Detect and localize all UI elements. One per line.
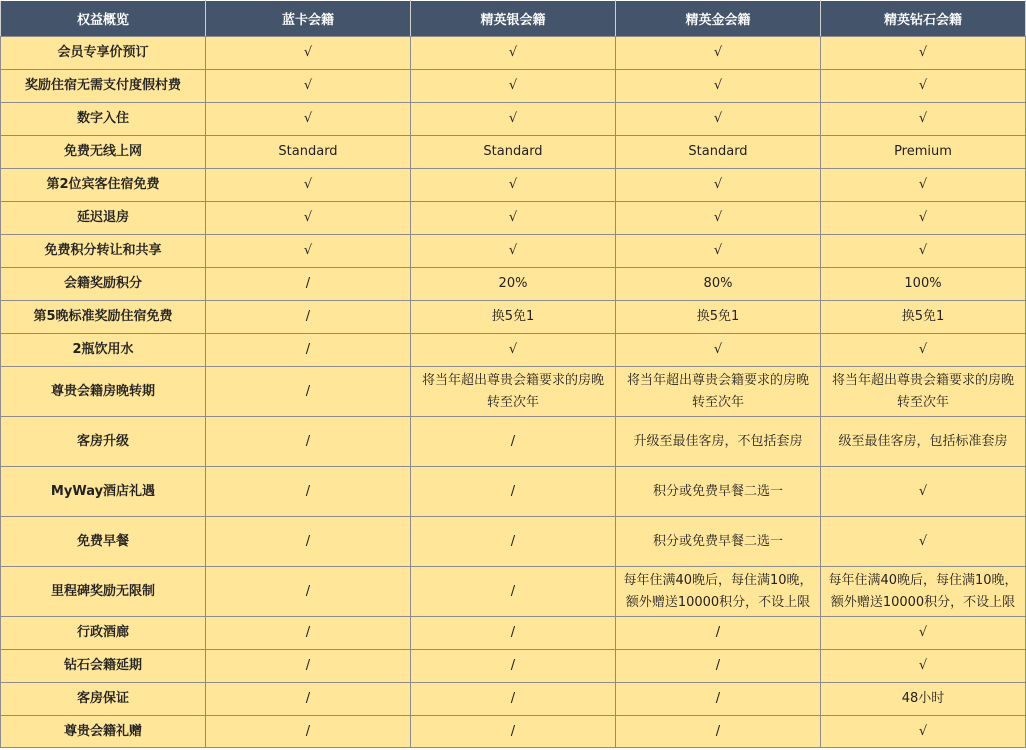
cell-silver: √	[411, 70, 616, 103]
cell-blue: Standard	[206, 136, 411, 169]
cell-diamond: √	[821, 334, 1026, 367]
cell-blue: /	[206, 716, 411, 748]
table-row	[1, 301, 1026, 334]
cell-gold: √	[616, 103, 821, 136]
cell-gold: /	[616, 617, 821, 650]
cell-silver: √	[411, 202, 616, 235]
cell-gold: 80%	[616, 268, 821, 301]
row-label: 第5晚标准奖励住宿免费	[1, 301, 206, 334]
cell-gold: 积分或免费早餐二选一	[616, 517, 821, 567]
table-row	[1, 467, 1026, 517]
cell-blue: /	[206, 367, 411, 417]
header-diamond-tier: 精英钻石会籍	[821, 1, 1026, 37]
cell-diamond: √	[821, 617, 1026, 650]
row-label: 2瓶饮用水	[1, 334, 206, 367]
cell-gold: 换5免1	[616, 301, 821, 334]
cell-diamond: 级至最佳客房，包括标准套房	[821, 417, 1026, 467]
table-row	[1, 169, 1026, 202]
table-row	[1, 202, 1026, 235]
cell-blue: √	[206, 235, 411, 268]
cell-silver: 将当年超出尊贵会籍要求的房晚 转至次年	[411, 367, 616, 417]
cell-silver: /	[411, 617, 616, 650]
cell-silver: 20%	[411, 268, 616, 301]
cell-silver: √	[411, 235, 616, 268]
cell-blue: √	[206, 103, 411, 136]
header-gold-tier: 精英金会籍	[616, 1, 821, 37]
cell-blue: /	[206, 417, 411, 467]
row-label: 会员专享价预订	[1, 37, 206, 70]
table-row	[1, 136, 1026, 169]
cell-silver: 换5免1	[411, 301, 616, 334]
header-row	[1, 1, 1026, 37]
table-row	[1, 417, 1026, 467]
cell-silver: √	[411, 103, 616, 136]
cell-diamond: 将当年超出尊贵会籍要求的房晚 转至次年	[821, 367, 1026, 417]
cell-silver: √	[411, 169, 616, 202]
cell-gold: √	[616, 202, 821, 235]
table-row	[1, 517, 1026, 567]
cell-blue: /	[206, 650, 411, 683]
table-row	[1, 334, 1026, 367]
cell-blue: √	[206, 169, 411, 202]
cell-blue: /	[206, 683, 411, 716]
row-label: 延迟退房	[1, 202, 206, 235]
table-row	[1, 367, 1026, 417]
cell-silver: Standard	[411, 136, 616, 169]
cell-diamond: √	[821, 70, 1026, 103]
cell-diamond: Premium	[821, 136, 1026, 169]
cell-gold: /	[616, 650, 821, 683]
row-label: 客房保证	[1, 683, 206, 716]
table-row	[1, 683, 1026, 716]
cell-diamond: 每年住满40晚后，每住满10晚， 额外赠送10000积分，不设上限	[821, 567, 1026, 617]
cell-diamond: 48小时	[821, 683, 1026, 716]
cell-blue: √	[206, 202, 411, 235]
row-label: 钻石会籍延期	[1, 650, 206, 683]
row-label: 会籍奖励积分	[1, 268, 206, 301]
cell-gold: 将当年超出尊贵会籍要求的房晚 转至次年	[616, 367, 821, 417]
cell-blue: /	[206, 268, 411, 301]
cell-diamond: √	[821, 650, 1026, 683]
cell-gold: √	[616, 235, 821, 268]
row-label: 免费早餐	[1, 517, 206, 567]
table-row	[1, 268, 1026, 301]
table-row	[1, 103, 1026, 136]
cell-diamond: √	[821, 202, 1026, 235]
row-label: 免费无线上网	[1, 136, 206, 169]
cell-gold: 积分或免费早餐二选一	[616, 467, 821, 517]
table-row	[1, 567, 1026, 617]
cell-silver: √	[411, 334, 616, 367]
cell-gold: 升级至最佳客房，不包括套房	[616, 417, 821, 467]
cell-diamond: 100%	[821, 268, 1026, 301]
cell-diamond: 换5免1	[821, 301, 1026, 334]
cell-silver: /	[411, 567, 616, 617]
cell-gold: /	[616, 716, 821, 748]
header-silver-tier: 精英银会籍	[411, 1, 616, 37]
cell-blue: /	[206, 301, 411, 334]
row-label: MyWay酒店礼遇	[1, 467, 206, 517]
header-benefit-overview: 权益概览	[1, 1, 206, 37]
row-label: 尊贵会籍房晚转期	[1, 367, 206, 417]
table-row	[1, 617, 1026, 650]
row-label: 数字入住	[1, 103, 206, 136]
cell-gold: √	[616, 169, 821, 202]
cell-gold: √	[616, 37, 821, 70]
table-row	[1, 235, 1026, 268]
cell-diamond: √	[821, 716, 1026, 748]
cell-diamond: √	[821, 169, 1026, 202]
cell-silver: /	[411, 417, 616, 467]
cell-diamond: √	[821, 517, 1026, 567]
cell-silver: /	[411, 467, 616, 517]
cell-diamond: √	[821, 103, 1026, 136]
row-label: 尊贵会籍礼赠	[1, 716, 206, 748]
cell-blue: √	[206, 37, 411, 70]
cell-silver: /	[411, 716, 616, 748]
table-row	[1, 70, 1026, 103]
cell-silver: /	[411, 650, 616, 683]
cell-gold: /	[616, 683, 821, 716]
row-label: 第2位宾客住宿免费	[1, 169, 206, 202]
cell-blue: /	[206, 467, 411, 517]
row-label: 免费积分转让和共享	[1, 235, 206, 268]
header-blue-tier: 蓝卡会籍	[206, 1, 411, 37]
cell-gold: √	[616, 334, 821, 367]
cell-diamond: √	[821, 235, 1026, 268]
cell-blue: /	[206, 567, 411, 617]
cell-diamond: √	[821, 467, 1026, 517]
cell-silver: /	[411, 517, 616, 567]
cell-blue: √	[206, 70, 411, 103]
cell-diamond: √	[821, 37, 1026, 70]
cell-gold: Standard	[616, 136, 821, 169]
table-row	[1, 716, 1026, 748]
row-label: 里程碑奖励无限制	[1, 567, 206, 617]
cell-blue: /	[206, 334, 411, 367]
cell-gold: 每年住满40晚后，每住满10晚， 额外赠送10000积分，不设上限	[616, 567, 821, 617]
cell-gold: √	[616, 70, 821, 103]
table-row	[1, 650, 1026, 683]
cell-blue: /	[206, 517, 411, 567]
row-label: 客房升级	[1, 417, 206, 467]
cell-silver: √	[411, 37, 616, 70]
cell-silver: /	[411, 683, 616, 716]
row-label: 行政酒廊	[1, 617, 206, 650]
table-row	[1, 37, 1026, 70]
cell-blue: /	[206, 617, 411, 650]
row-label: 奖励住宿无需支付度假村费	[1, 70, 206, 103]
